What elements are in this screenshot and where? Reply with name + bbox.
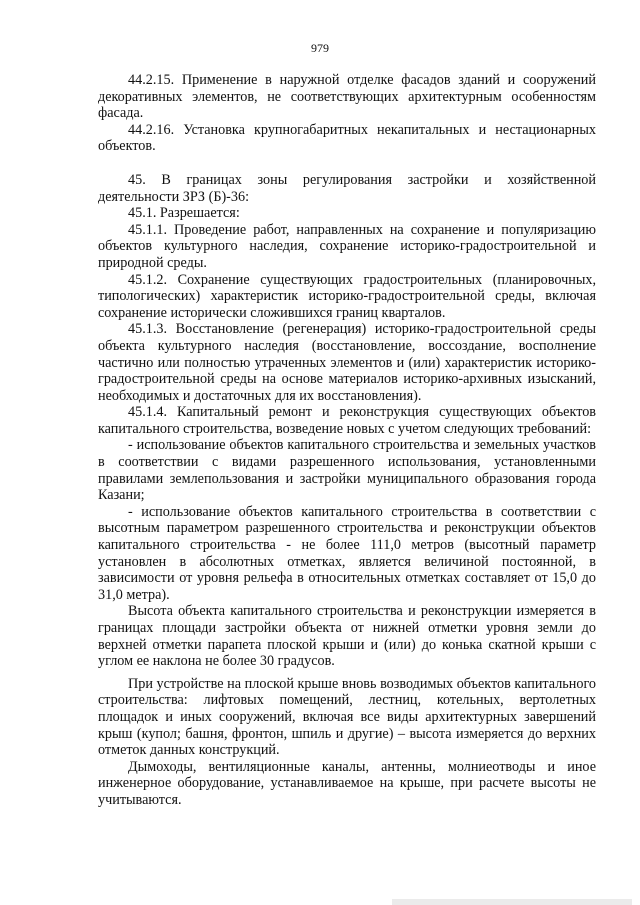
paragraph-45-1-3: 45.1.3. Восстановление (регенерация) историко-градостроительной среды объекта культурного наследия (восстановление, воссоздание, восполнение частично или полностью утраченных элементов и (или) характеристик историко-градостроительной среды на основе материалов историко-архивных изысканий, необходимых и достаточных для их восстановления). [98, 321, 596, 404]
paragraph-45-1-2: 45.1.2. Сохранение существующих градостроительных (планировочных, типологических) характеристик историко-градостроительной среды, включая сохранение исторически сложившихся границ кварталов. [98, 271, 596, 321]
document-body [98, 72, 596, 809]
paragraph-45-heading: 45. В границах зоны регулирования застройки и хозяйственной деятельности ЗРЗ (Б)-36: [98, 171, 596, 205]
paragraph-45-1-1: 45.1.1. Проведение работ, направленных на сохранение и популяризацию объектов культурного наследия, сохранение историко-градостроительной и природной среды. [98, 221, 596, 271]
section-gap [98, 155, 596, 172]
paragraph-roof-equipment: Дымоходы, вентиляционные каналы, антенны, молниеотводы и иное инженерное оборудование, устанавливаемое на крыше, при расчете высоты не учитываются. [98, 758, 596, 808]
page-number: 979 [311, 41, 329, 55]
paragraph-44-2-16: 44.2.16. Установка крупногабаритных некапитальных и нестационарных объектов. [98, 121, 596, 155]
paragraph-44-2-15: 44.2.15. Применение в наружной отделке фасадов зданий и сооружений декоративных элементов, не соответствующих архитектурным особенностям фасада. [98, 72, 596, 122]
list-item-land-use: - использование объектов капитального строительства и земельных участков в соответствии с видами разрешенного использования, установленными правилами землепользования и застройки муниципального образования города Казани; [98, 437, 596, 504]
paragraph-45-1-4: 45.1.4. Капитальный ремонт и реконструкция существующих объектов капитального строительства, возведение новых с учетом следующих требований: [98, 404, 596, 437]
paragraph-45-1: 45.1. Разрешается: [128, 205, 240, 222]
paragraph-roof-structures: При устройстве на плоской крыше вновь возводимых объектов капитального строительства: лифтовых помещений, лестниц, котельных, вертолетных площадок и иных сооружений, включая все виды архитектурных завершений крыш (купол; башня, фронтон, шпиль и другие) – высота измеряется до верхних отметок данных конструкций. [98, 675, 596, 759]
scan-edge-mark [392, 899, 632, 905]
paragraph-height-measurement: Высота объекта капитального строительства и реконструкции измеряется в границах площади застройки объекта от нижней отметки уровня земли до верхней отметки парапета плоской крыши и (или) до конька скатной крыши с углом ее наклона не более 30 градусов. [98, 603, 596, 670]
list-item-height-parameter: - использование объектов капитального строительства в соответствии с высотным параметром разрешенного строительства и реконструкции объектов капитального строительства - не более 111,0 метров (высотный параметр установлен в абсолютных отметках, является величиной постоянной, в зависимости от уровня рельефа в относительных отметках составляет от 15,0 до 31,0 метра). [98, 503, 596, 603]
